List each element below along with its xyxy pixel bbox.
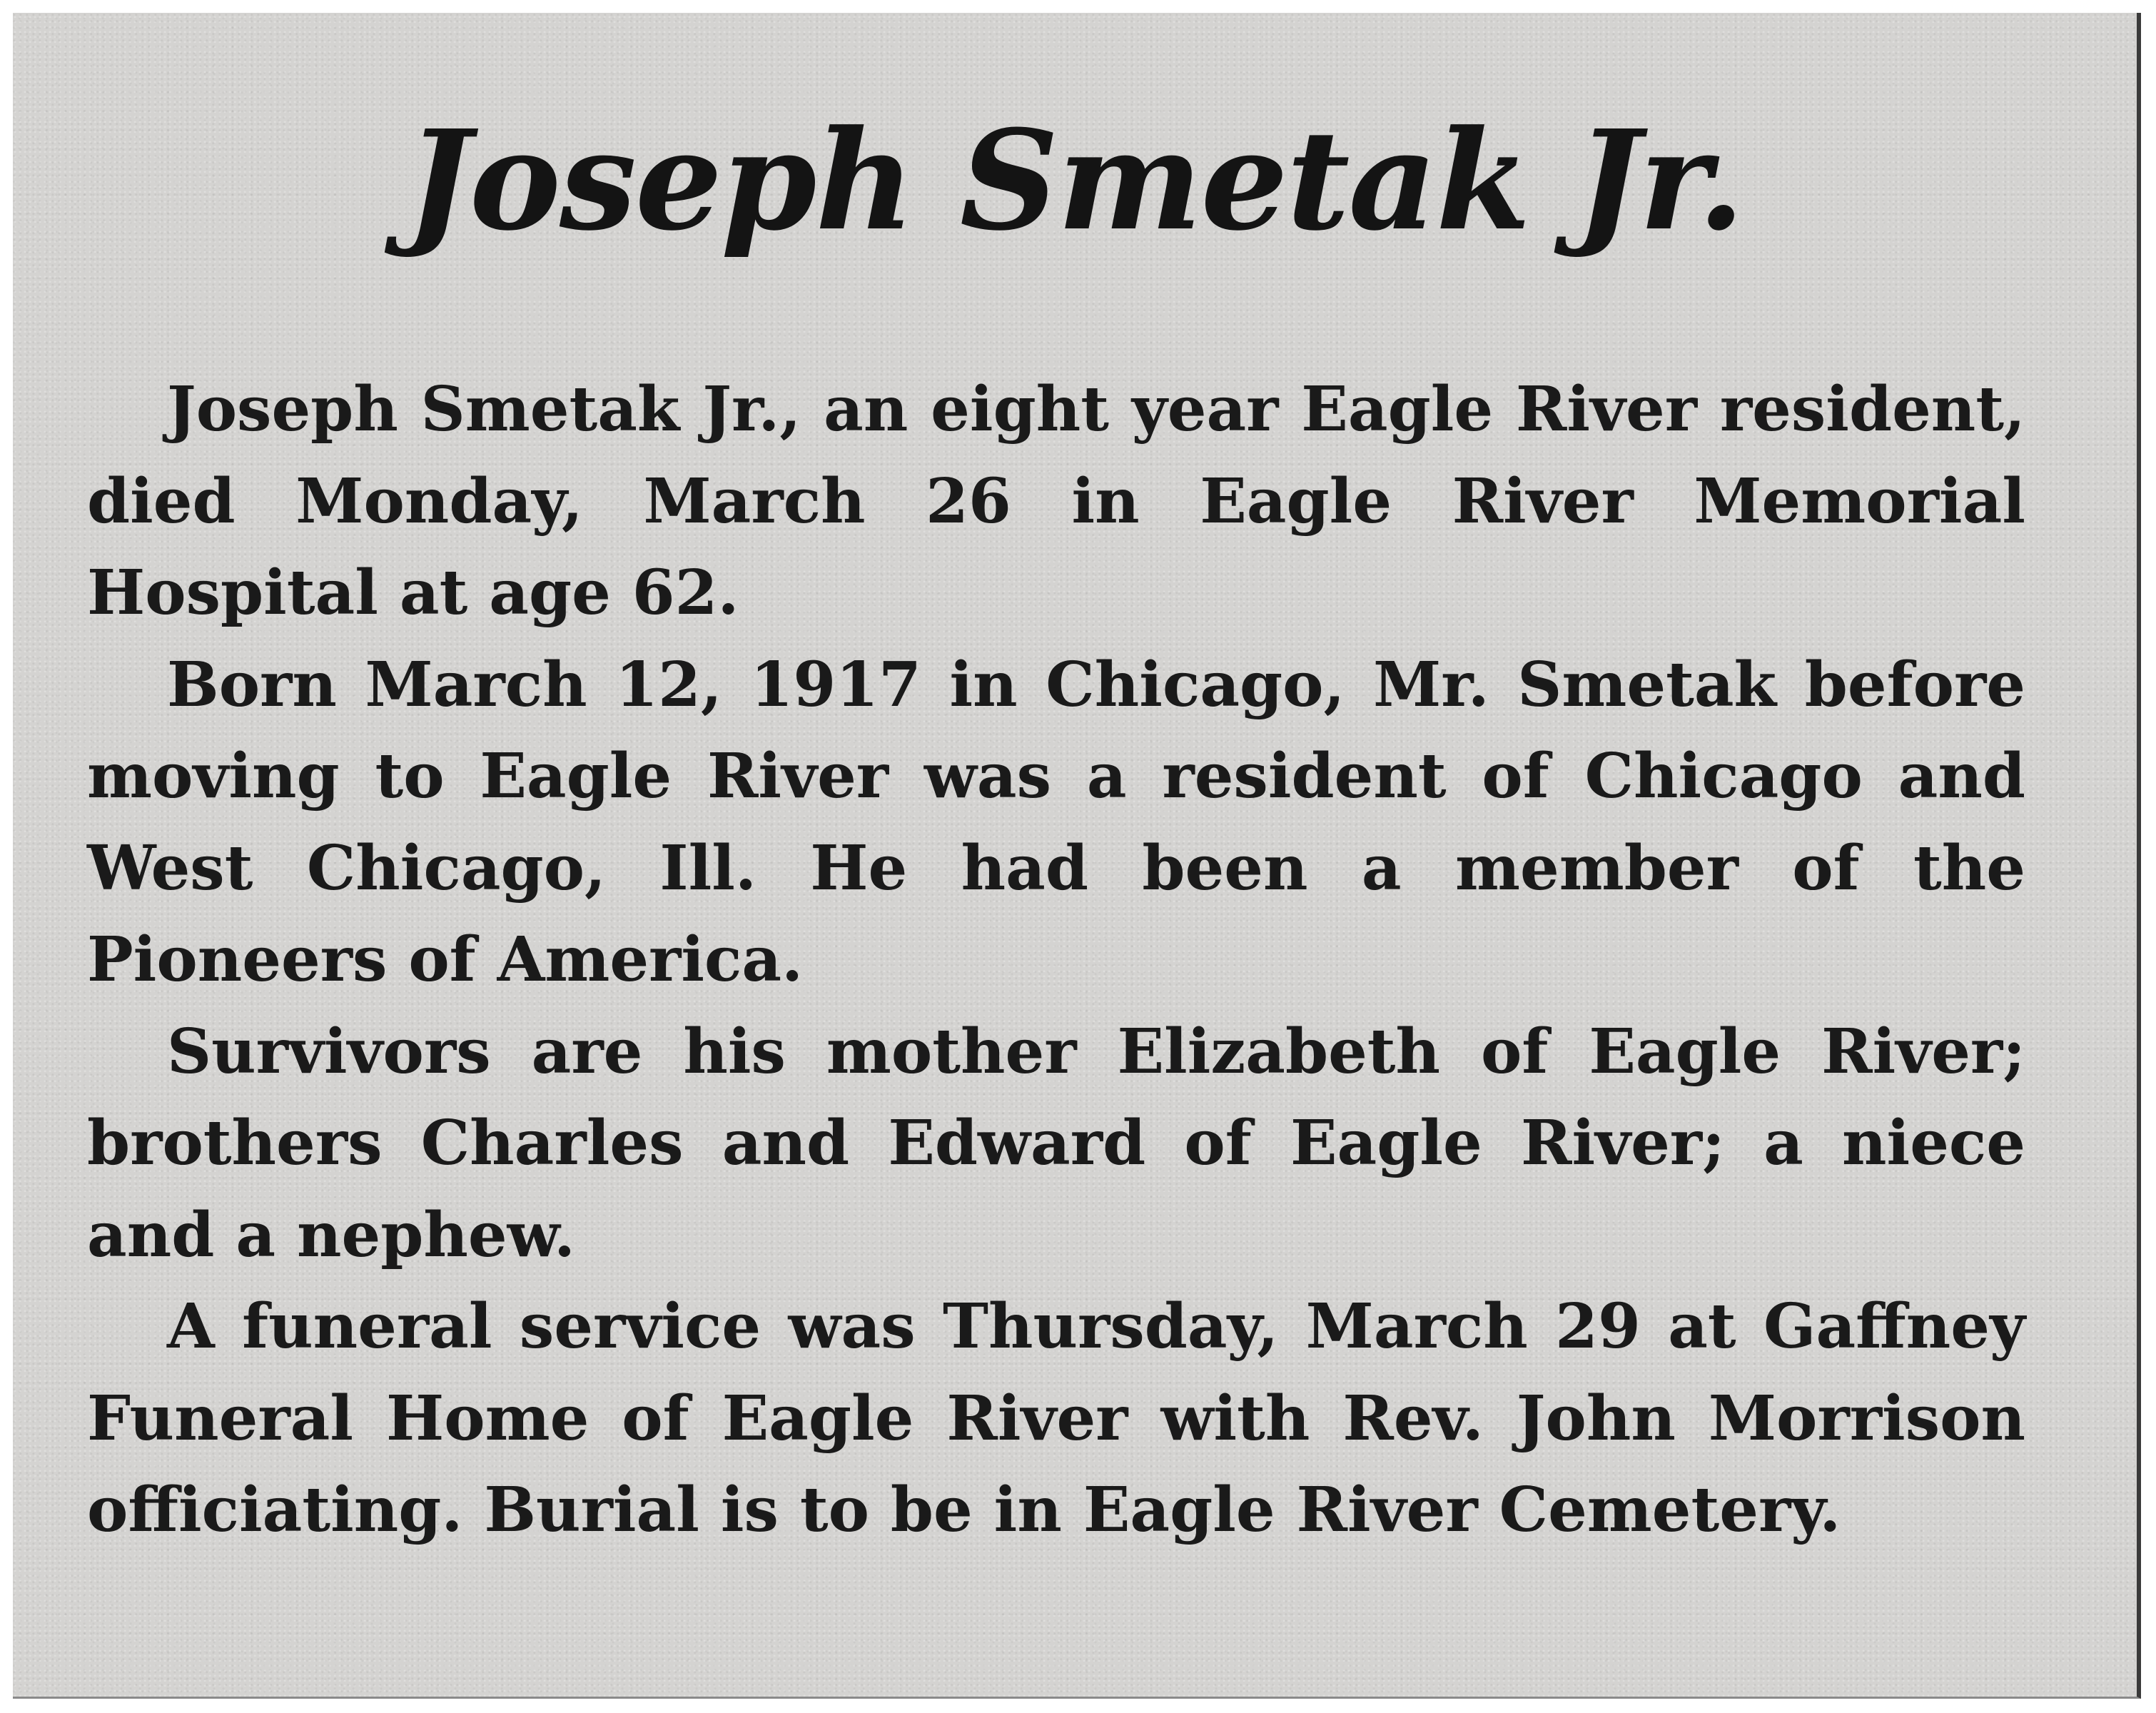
obituary-headline: Joseph Smetak Jr. [406,101,1743,261]
obituary-body [87,364,2025,1557]
paragraph-death-notice: Joseph Smetak Jr., an eight year Eagle River resident, died Monday, March 26 in Eagle River Memorial Hospital at age 62. [87,373,2025,629]
paragraph-biography: Born March 12, 1917 in Chicago, Mr. Smetak before moving to Eagle River was a resident of Chicago and West Chicago, Ill. He had been a member of the Pioneers of America. [87,648,2025,996]
obituary-clipping [13,13,2141,1699]
paragraph-survivors: Survivors are his mother Elizabeth of Eagle River; brothers Charles and Edward of Eagle River; a niece and a nephew. [87,1015,2025,1271]
paragraph-funeral-service: A funeral service was Thursday, March 29 at Gaffney Funeral Home of Eagle River with Rev. John Morrison officiating. Burial is to be in Eagle River Cemetery. [87,1290,2025,1546]
